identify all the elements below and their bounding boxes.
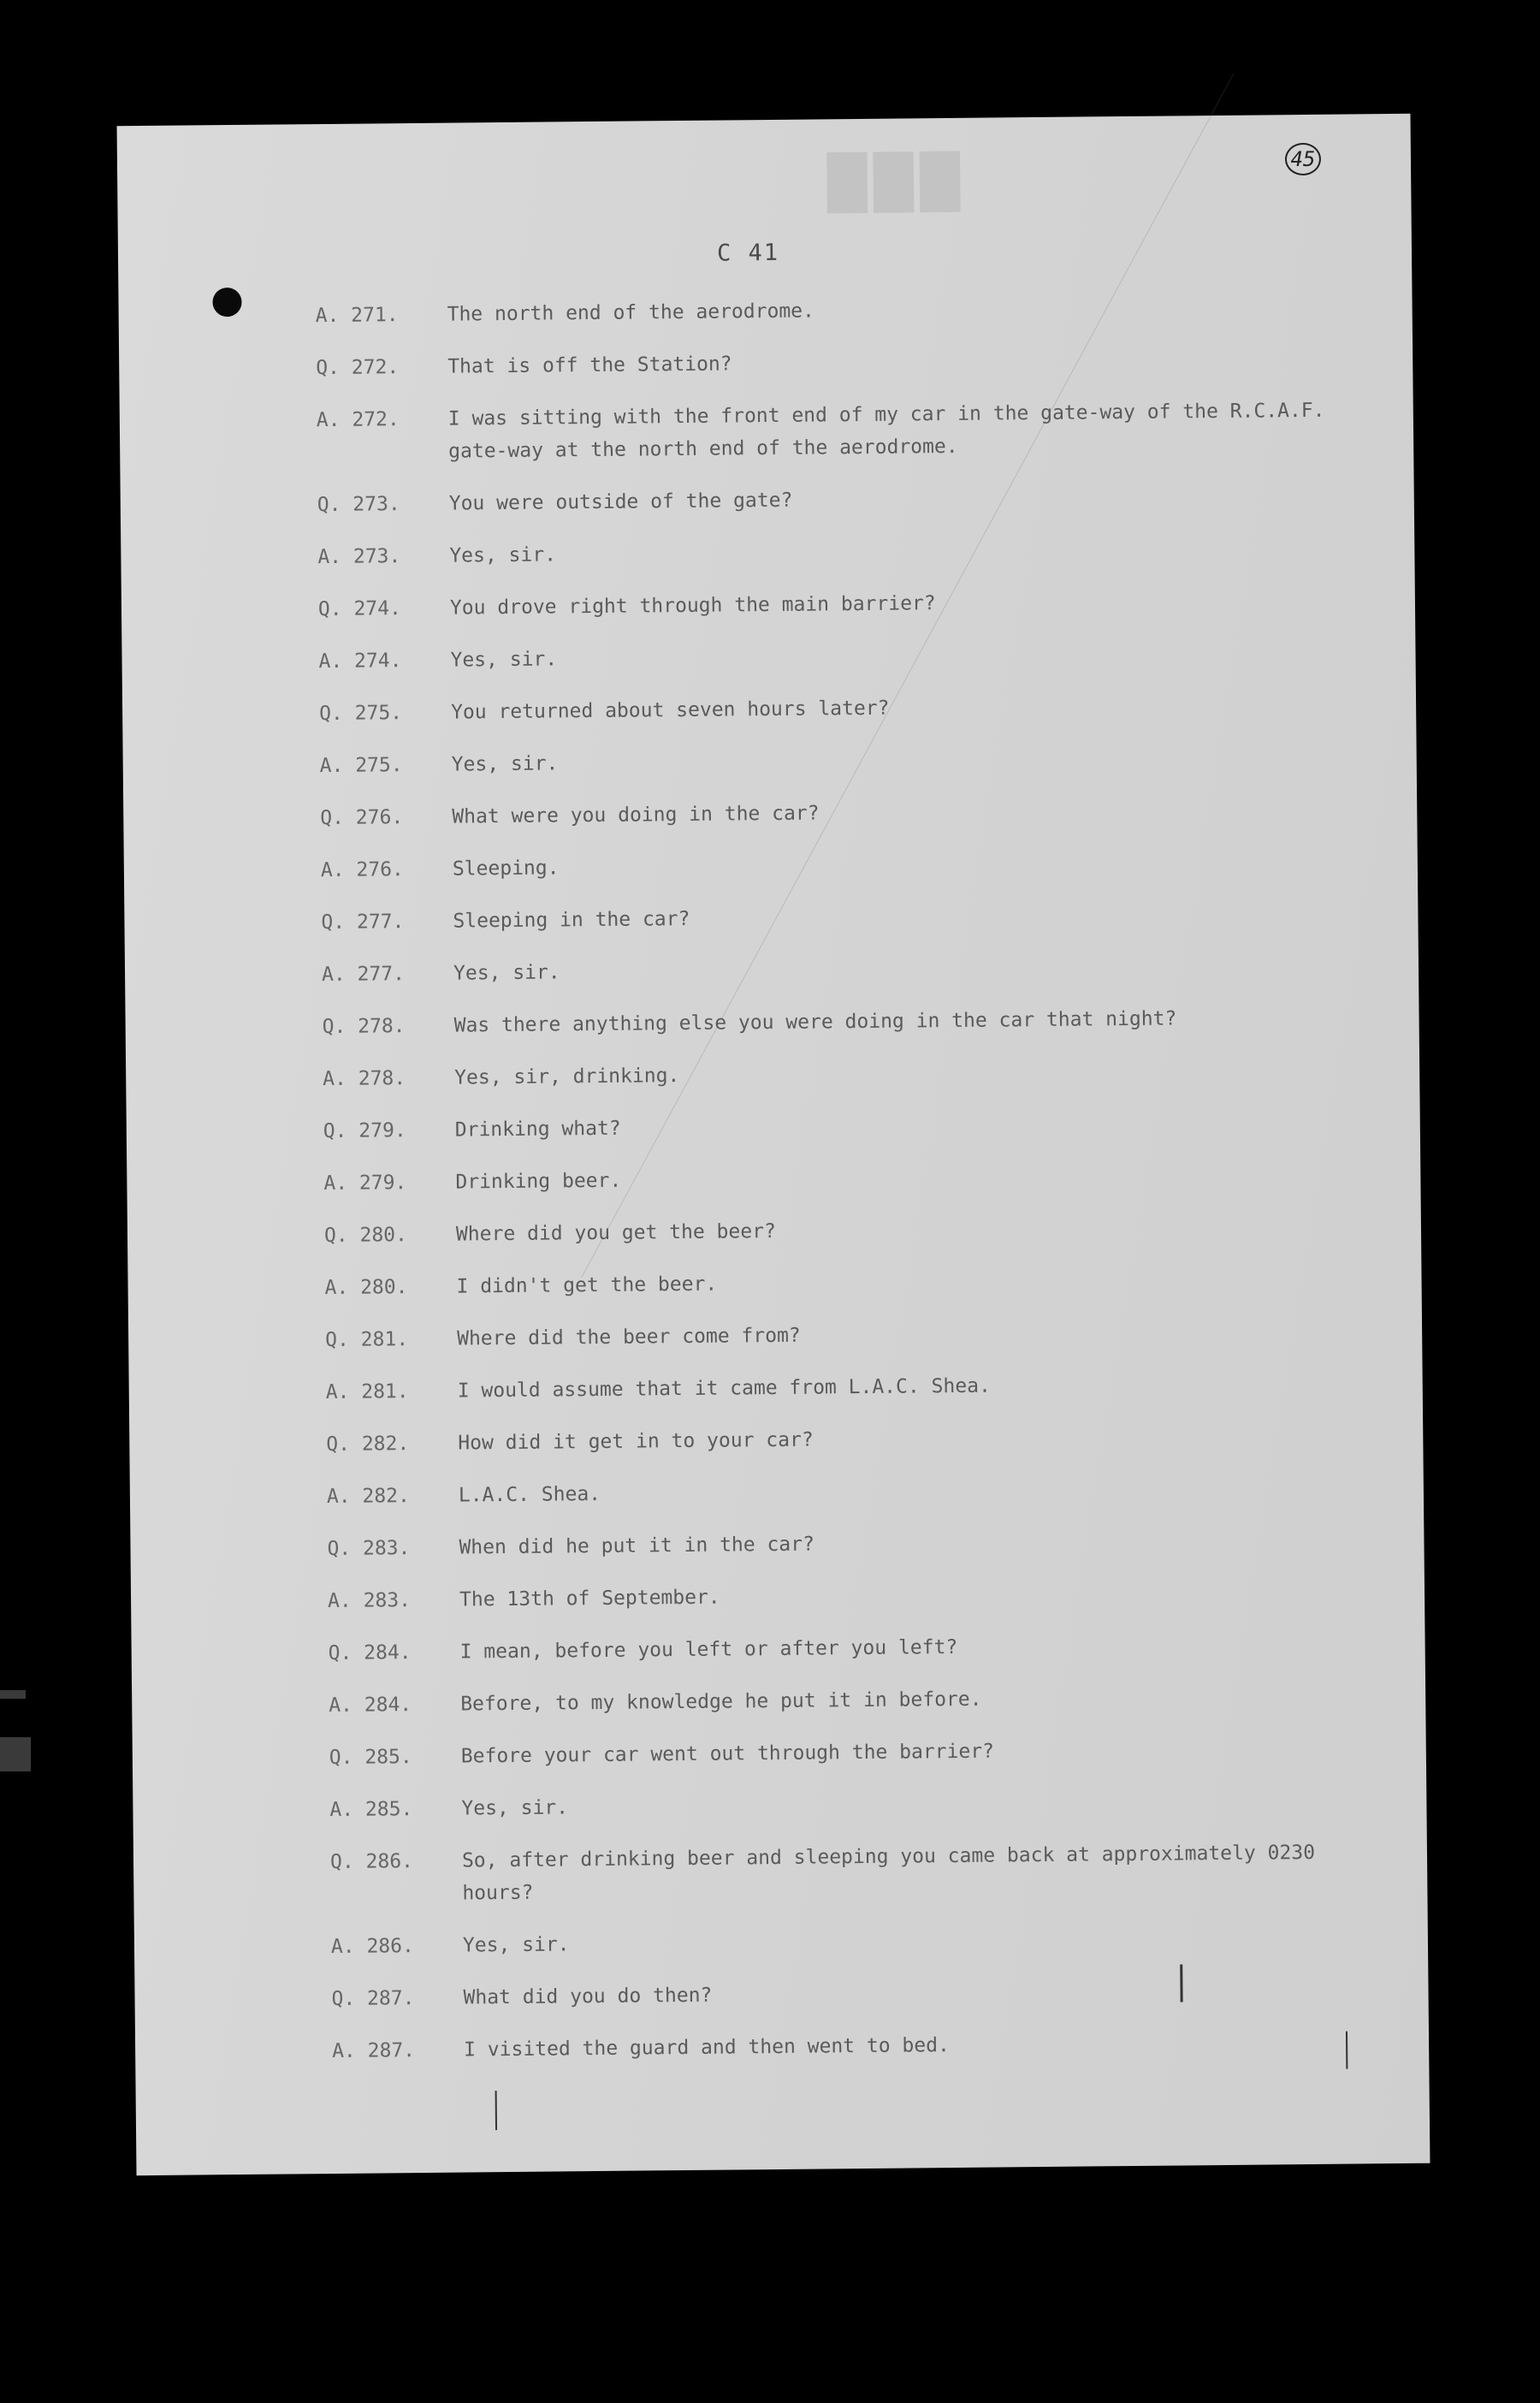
entry-text: Was there anything else you were doing in the car that night? <box>453 1007 1177 1037</box>
page-header: C 41 <box>716 239 780 267</box>
transcript-entry <box>320 792 1372 834</box>
transcript-entry <box>317 394 1370 469</box>
transcript-entry <box>323 1157 1376 1200</box>
transcript-entry <box>332 2025 1384 2068</box>
transcript-entry <box>324 1209 1377 1252</box>
entry-label: Q. 279. <box>323 1119 406 1143</box>
transcript-entries <box>315 289 1384 2087</box>
entry-text: Drinking beer. <box>455 1169 622 1194</box>
entry-label: A. 271. <box>315 304 399 328</box>
entry-text: I visited the guard and then went to bed. <box>464 2034 950 2062</box>
faint-stamp-watermark: ███ <box>826 151 967 214</box>
transcript-entry <box>318 583 1371 626</box>
entry-text: The north end of the aerodrome. <box>447 300 815 326</box>
entry-text: Where did you get the beer? <box>455 1219 776 1246</box>
transcript-entry <box>322 1000 1374 1043</box>
entry-text: Sleeping. <box>452 857 560 881</box>
transcript-entry <box>324 1261 1377 1304</box>
pen-tick-mark <box>495 2091 497 2130</box>
transcript-entry <box>323 1053 1375 1095</box>
pen-tick-mark <box>1346 2032 1348 2069</box>
transcript-entry <box>327 1470 1379 1513</box>
transcript-entry <box>315 289 1367 332</box>
entry-text: Yes, sir. <box>450 648 558 672</box>
entry-label: A. 280. <box>324 1276 408 1300</box>
transcript-entry <box>330 1836 1383 1911</box>
entry-label: A. 273. <box>317 545 401 569</box>
entry-label: Q. 285. <box>329 1746 412 1770</box>
entry-text: Yes, sir, drinking. <box>454 1065 680 1089</box>
entry-text: I was sitting with the front end of my car in the gate-way of the R.C.A.F. gate-way at the north end of the aerodrome. <box>447 399 1325 463</box>
entry-label: A. 279. <box>323 1172 407 1196</box>
transcript-entry <box>317 531 1370 573</box>
entry-text: Drinking what? <box>454 1117 621 1142</box>
entry-text: Where did the beer come from? <box>457 1324 801 1350</box>
entry-label: A. 278. <box>323 1067 406 1091</box>
entry-label: Q. 281. <box>325 1328 409 1352</box>
entry-label: Q. 286. <box>329 1850 414 1874</box>
entry-text: When did he put it in the car? <box>459 1533 815 1559</box>
entry-label: Q. 284. <box>328 1641 412 1665</box>
transcript-entry <box>326 1366 1378 1409</box>
entry-text: How did it get in to your car? <box>458 1428 814 1455</box>
transcript-entry <box>317 478 1370 521</box>
entry-text: The 13th of September. <box>459 1586 720 1611</box>
entry-text: Yes, sir. <box>453 961 560 985</box>
entry-text: I mean, before you left or after you left? <box>459 1635 958 1664</box>
entry-text: L.A.C. Shea. <box>458 1482 601 1507</box>
transcript-entry <box>319 687 1371 730</box>
entry-label: A. 287. <box>332 2039 416 2062</box>
entry-text: That is off the Station? <box>447 353 732 378</box>
entry-label: Q. 273. <box>317 493 400 517</box>
transcript-entry <box>323 1105 1376 1148</box>
entry-label: A. 276. <box>320 858 404 882</box>
entry-label: A. 275. <box>319 754 403 778</box>
transcript-entry <box>320 739 1372 782</box>
entry-label: A. 281. <box>325 1380 409 1404</box>
page-number-circled: 45 <box>1285 143 1321 175</box>
entry-label: A. 285. <box>329 1798 413 1822</box>
entry-text: Before your car went out through the barrier? <box>460 1740 995 1768</box>
entry-label: A. 277. <box>321 963 406 987</box>
entry-text: So, after drinking beer and sleeping you came back at approximately 0230 hours? <box>461 1841 1316 1905</box>
transcript-entry <box>326 1418 1378 1461</box>
entry-text: What did you do then? <box>463 1984 713 2009</box>
transcript-entry <box>325 1314 1377 1356</box>
transcript-entry <box>328 1575 1380 1617</box>
entry-text: You were outside of the gate? <box>448 489 793 515</box>
entry-label: A. 284. <box>329 1694 412 1718</box>
entry-text: Yes, sir. <box>461 1796 569 1820</box>
transcript-entry <box>329 1627 1381 1670</box>
entry-label: Q. 287. <box>331 1987 415 2011</box>
transcript-entry <box>327 1522 1379 1565</box>
entry-text: I didn't get the beer. <box>456 1273 718 1298</box>
entry-label: A. 274. <box>318 650 402 673</box>
entry-text: What were you doing in the car? <box>452 802 820 828</box>
entry-label: Q. 276. <box>320 806 404 830</box>
transcript-entry <box>329 1679 1381 1722</box>
entry-text: Yes, sir. <box>462 1933 570 1957</box>
entry-label: Q. 275. <box>319 702 403 726</box>
transcript-entry <box>322 948 1374 991</box>
punch-hole <box>212 288 241 317</box>
entry-label: Q. 283. <box>327 1537 411 1561</box>
entry-label: Q. 282. <box>326 1433 410 1457</box>
transcript-entry <box>331 1920 1383 1963</box>
scanner-edge-mark <box>0 1690 26 1699</box>
entry-label: A. 282. <box>326 1485 410 1509</box>
entry-text: Sleeping in the car? <box>453 907 690 933</box>
entry-text: You returned about seven hours later? <box>451 697 890 724</box>
entry-label: Q. 277. <box>321 911 405 934</box>
entry-label: Q. 274. <box>317 597 402 621</box>
entry-label: A. 286. <box>330 1935 415 1959</box>
transcript-entry <box>318 635 1371 678</box>
transcript-entry <box>321 896 1373 939</box>
entry-label: Q. 278. <box>322 1015 406 1039</box>
entry-label: A. 283. <box>327 1589 412 1613</box>
transcript-entry <box>329 1731 1382 1774</box>
entry-label: Q. 280. <box>323 1224 408 1248</box>
scanner-edge-mark <box>0 1737 31 1771</box>
entry-text: I would assume that it came from L.A.C. Shea. <box>457 1374 991 1403</box>
entry-text: Yes, sir. <box>451 752 559 776</box>
transcript-entry <box>329 1783 1382 1826</box>
entry-label: Q. 272. <box>316 356 400 380</box>
document-page <box>117 114 1430 2175</box>
transcript-entry <box>316 341 1368 384</box>
entry-label: A. 272. <box>316 408 400 432</box>
transcript-entry <box>331 1973 1383 2015</box>
entry-text: Yes, sir. <box>449 543 557 567</box>
transcript-entry <box>321 844 1373 887</box>
pen-tick-mark <box>1180 1964 1182 2002</box>
entry-text: You drove right through the main barrier? <box>449 592 936 620</box>
entry-text: Before, to my knowledge he put it in before. <box>460 1688 982 1716</box>
